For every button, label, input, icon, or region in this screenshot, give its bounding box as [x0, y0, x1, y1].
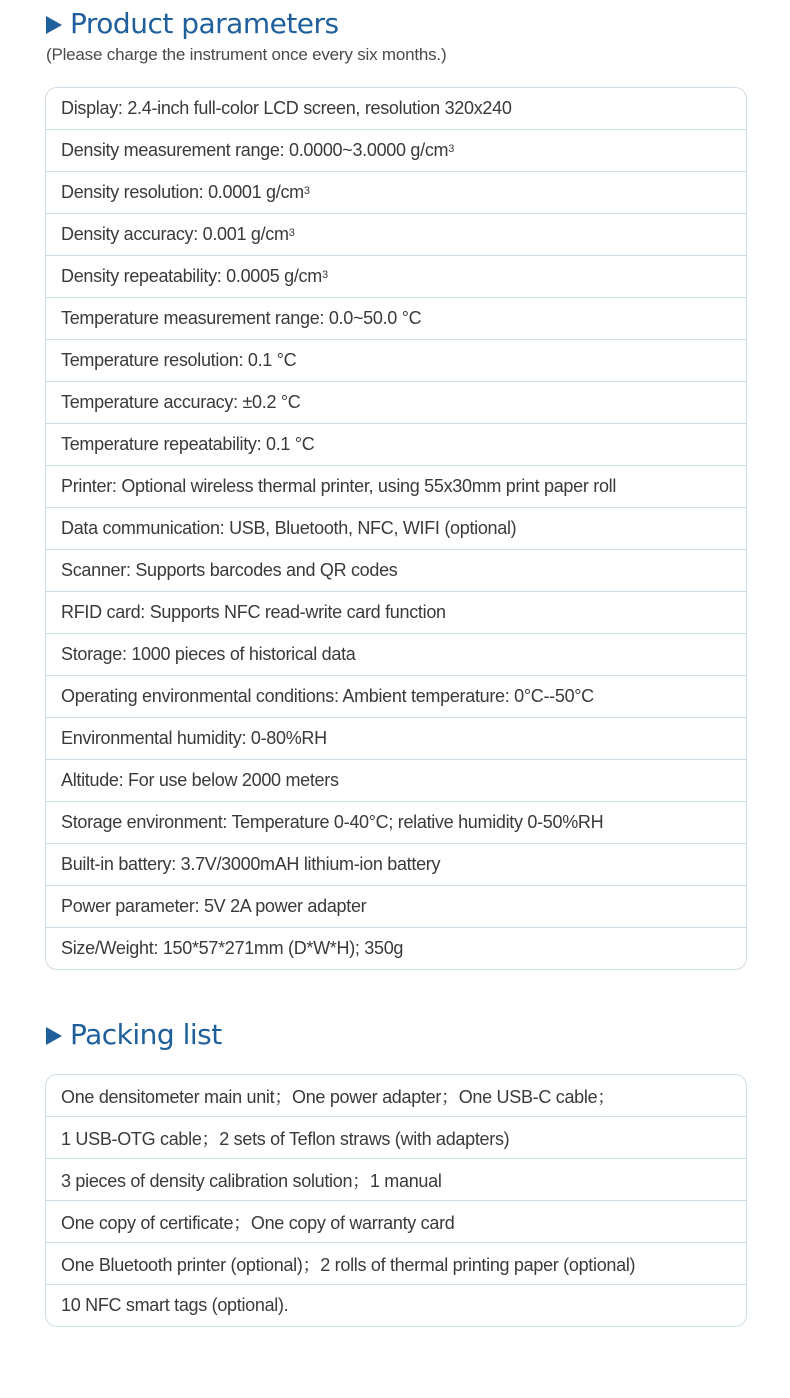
parameter-text: Printer: Optional wireless thermal printer, using 55x30mm print paper roll — [61, 476, 617, 496]
parameter-text: RFID card: Supports NFC read-write card function — [61, 602, 446, 622]
parameter-text: Altitude: For use below 2000 meters — [61, 770, 339, 790]
parameter-text: Temperature repeatability: 0.1 °C — [61, 434, 315, 454]
table-row — [46, 675, 746, 717]
triangle-right-icon — [46, 16, 62, 34]
list-item — [46, 1284, 746, 1326]
table-row — [46, 88, 746, 129]
unit-superscript: 3 — [288, 226, 295, 239]
table-row — [46, 927, 746, 969]
parameter-text: Temperature resolution: 0.1 °C — [61, 350, 297, 370]
table-row — [46, 297, 746, 339]
table-row — [46, 255, 746, 297]
parameter-text: Temperature measurement range: 0.0~50.0 °C — [61, 308, 422, 328]
parameter-text: Density repeatability: 0.0005 g/cm — [61, 266, 322, 286]
table-row — [46, 591, 746, 633]
parameter-text: Data communication: USB, Bluetooth, NFC, WIFI (optional) — [61, 518, 517, 538]
triangle-right-icon — [46, 1027, 62, 1045]
table-row — [46, 633, 746, 675]
table-row — [46, 339, 746, 381]
parameter-text: Environmental humidity: 0-80%RH — [61, 728, 327, 748]
parameter-text: Scanner: Supports barcodes and QR codes — [61, 560, 398, 580]
parameter-text: Storage: 1000 pieces of historical data — [61, 644, 356, 664]
packing-item-text: One Bluetooth printer (optional)；2 rolls of thermal printing paper (optional) — [61, 1254, 636, 1275]
packing-item-text: One copy of certificate；One copy of warranty card — [61, 1212, 455, 1233]
product-parameters-title: Product parameters — [70, 7, 339, 40]
parameter-text: Display: 2.4-inch full-color LCD screen, resolution 320x240 — [61, 98, 512, 118]
parameter-text: Operating environmental conditions: Ambient temperature: 0°C--50°C — [61, 686, 594, 706]
table-row — [46, 507, 746, 549]
parameter-text: Storage environment: Temperature 0-40°C; relative humidity 0-50%RH — [61, 812, 604, 832]
table-row — [46, 381, 746, 423]
packing-item-text: 10 NFC smart tags (optional). — [61, 1295, 289, 1315]
packing-list-title: Packing list — [70, 1018, 222, 1051]
table-row — [46, 885, 746, 927]
parameter-text: Density measurement range: 0.0000~3.0000 g/cm — [61, 140, 449, 160]
unit-superscript: 3 — [321, 268, 328, 281]
packing-item-text: One densitometer main unit；One power adapter；One USB-C cable； — [61, 1086, 615, 1107]
list-item — [46, 1075, 746, 1116]
table-row — [46, 213, 746, 255]
parameter-text: Built-in battery: 3.7V/3000mAH lithium-ion battery — [61, 854, 441, 874]
table-row — [46, 717, 746, 759]
table-row — [46, 759, 746, 801]
table-row — [46, 423, 746, 465]
table-row — [46, 801, 746, 843]
table-row — [46, 549, 746, 591]
parameter-text: Power parameter: 5V 2A power adapter — [61, 896, 367, 916]
packing-item-text: 3 pieces of density calibration solution；1 manual — [61, 1170, 442, 1191]
product-parameters-heading — [46, 7, 339, 40]
table-row — [46, 843, 746, 885]
parameter-text: Temperature accuracy: ±0.2 °C — [61, 392, 301, 412]
parameter-text: Density resolution: 0.0001 g/cm — [61, 182, 304, 202]
list-item — [46, 1242, 746, 1284]
list-item — [46, 1200, 746, 1242]
table-row — [46, 129, 746, 171]
charge-note: (Please charge the instrument once every six months.) — [46, 45, 447, 64]
unit-superscript: 3 — [303, 184, 310, 197]
list-item — [46, 1116, 746, 1158]
packing-list-heading — [46, 1018, 222, 1051]
product-parameters-table — [45, 87, 747, 970]
parameter-text: Size/Weight: 150*57*271mm (D*W*H); 350g — [61, 938, 404, 958]
unit-superscript: 3 — [448, 142, 455, 155]
table-row — [46, 171, 746, 213]
table-row — [46, 465, 746, 507]
list-item — [46, 1158, 746, 1200]
parameter-text: Density accuracy: 0.001 g/cm — [61, 224, 289, 244]
packing-list-table — [45, 1074, 747, 1327]
packing-item-text: 1 USB-OTG cable；2 sets of Teflon straws (with adapters) — [61, 1128, 510, 1149]
